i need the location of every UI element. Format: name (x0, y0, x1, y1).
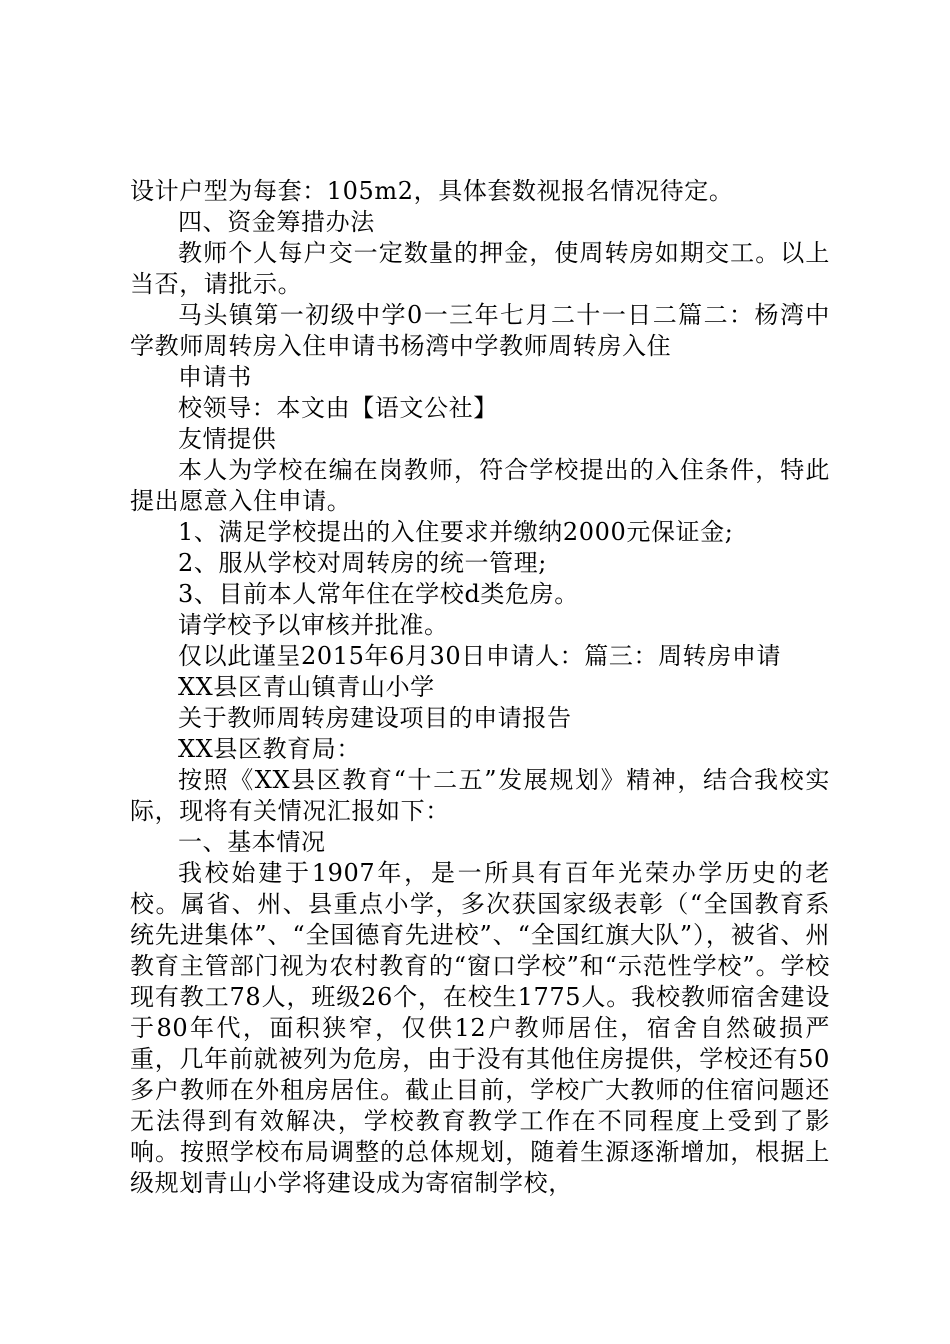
list-item-condition-1: 1、满足学校提出的入住要求并缴纳2000元保证金; (178, 518, 734, 546)
paragraph-school-signature: 马头镇第一初级中学0一三年七月二十一日二篇二：杨湾中学教师周转房入住申请书杨湾中学教师周转房入住 (130, 301, 830, 360)
list-item-condition-2: 2、服从学校对周转房的统一管理; (178, 549, 547, 577)
list-item-condition-3: 3、目前本人常年住在学校d类危房。 (178, 580, 579, 608)
paragraph-request-approval: 请学校予以审核并批准。 (178, 611, 449, 639)
paragraph-applicant-statement: 本人为学校在编在岗教师，符合学校提出的入住条件，特此提出愿意入住申请。 (130, 456, 830, 515)
heading-funding-method: 四、资金筹措办法 (178, 208, 375, 236)
paragraph-school-name: XX县区青山镇青山小学 (178, 673, 435, 701)
heading-basic-situation: 一、基本情况 (178, 828, 326, 856)
paragraph-recipient: XX县区教育局： (178, 735, 361, 763)
heading-report-title: 关于教师周转房建设项目的申请报告 (178, 704, 572, 732)
paragraph-school-history: 我校始建于1907年，是一所具有百年光荣办学历史的老校。属省、州、县重点小学，多次获国家级表彰（“全国教育系统先进集体”、“全国德育先进校”、“全国红旗大队”），被省、州教育主管部门视为农村教育的“窗口学校”和“示范性学校”。学校现有教工78人，班级26个，在校生1775人。我校教师宿舍建设于80年代，面积狭窄，仅供12户教师居住，宿舍自然破损严重，几年前就被列为危房，由于没有其他住房提供，学校还有50多户教师在外租房居住。截止目前，学校广大教师的住宿问题还无法得到有效解决，学校教育教学工作在不同程度上受到了影响。按照学校布局调整的总体规划，随着生源逐渐增加，根据上级规划青山小学将建设成为寄宿制学校， (130, 859, 830, 1197)
paragraph-provided-by: 友情提供 (178, 425, 277, 453)
document-body (130, 176, 830, 1199)
paragraph-deposit: 教师个人每户交一定数量的押金，使周转房如期交工。以上当否，请批示。 (130, 239, 830, 298)
paragraph-unit-design: 设计户型为每套：105m2，具体套数视报名情况待定。 (130, 177, 734, 205)
paragraph-salutation: 校领导：本文由【语文公社】 (178, 394, 498, 422)
heading-application: 申请书 (178, 363, 252, 391)
paragraph-introduction: 按照《XX县区教育“十二五”发展规划》精神，结合我校实际，现将有关情况汇报如下： (130, 766, 830, 825)
paragraph-submission: 仅以此谨呈2015年6月30日申请人：篇三：周转房申请 (178, 642, 782, 670)
